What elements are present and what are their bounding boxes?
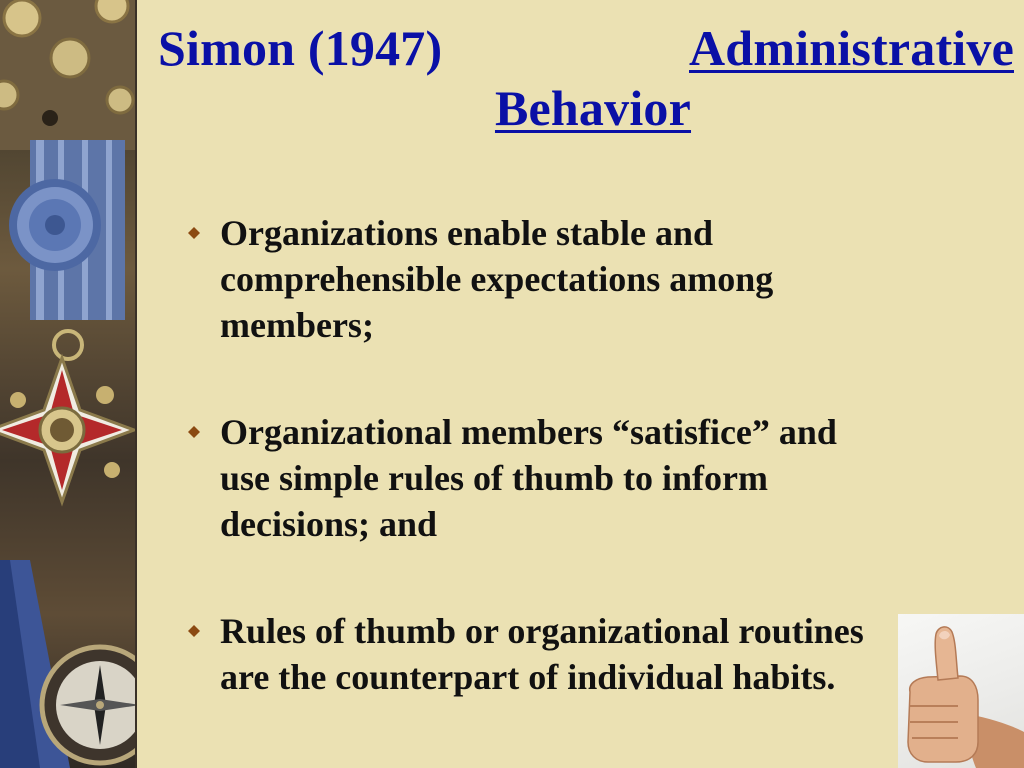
title-work-link-part1[interactable]: Administrative (689, 20, 1014, 76)
slide-title (158, 18, 1014, 138)
bullet-item (182, 608, 882, 700)
title-work-link-part2[interactable]: Behavior (494, 80, 692, 136)
bullet-text: Organizational members “satisfice” and use simple rules of thumb to inform decisions; and (220, 412, 837, 544)
title-line-1 (158, 18, 1014, 78)
diamond-bullet-icon (188, 426, 200, 438)
thumbs-up-icon (898, 614, 1024, 768)
bullet-list (182, 210, 882, 761)
title-line-2 (158, 78, 1014, 138)
medals-collage-image (0, 0, 137, 768)
diamond-bullet-icon (188, 227, 200, 239)
bullet-item (182, 409, 882, 547)
diamond-bullet-icon (188, 625, 200, 637)
bullet-text: Organizations enable stable and comprehensible expectations among members; (220, 213, 774, 345)
bullet-item (182, 210, 882, 348)
bullet-text: Rules of thumb or organizational routines are the counterpart of individual habits. (220, 611, 864, 697)
thumbs-up-photo (898, 614, 1024, 768)
title-author-year: Simon (1947) (158, 20, 443, 76)
